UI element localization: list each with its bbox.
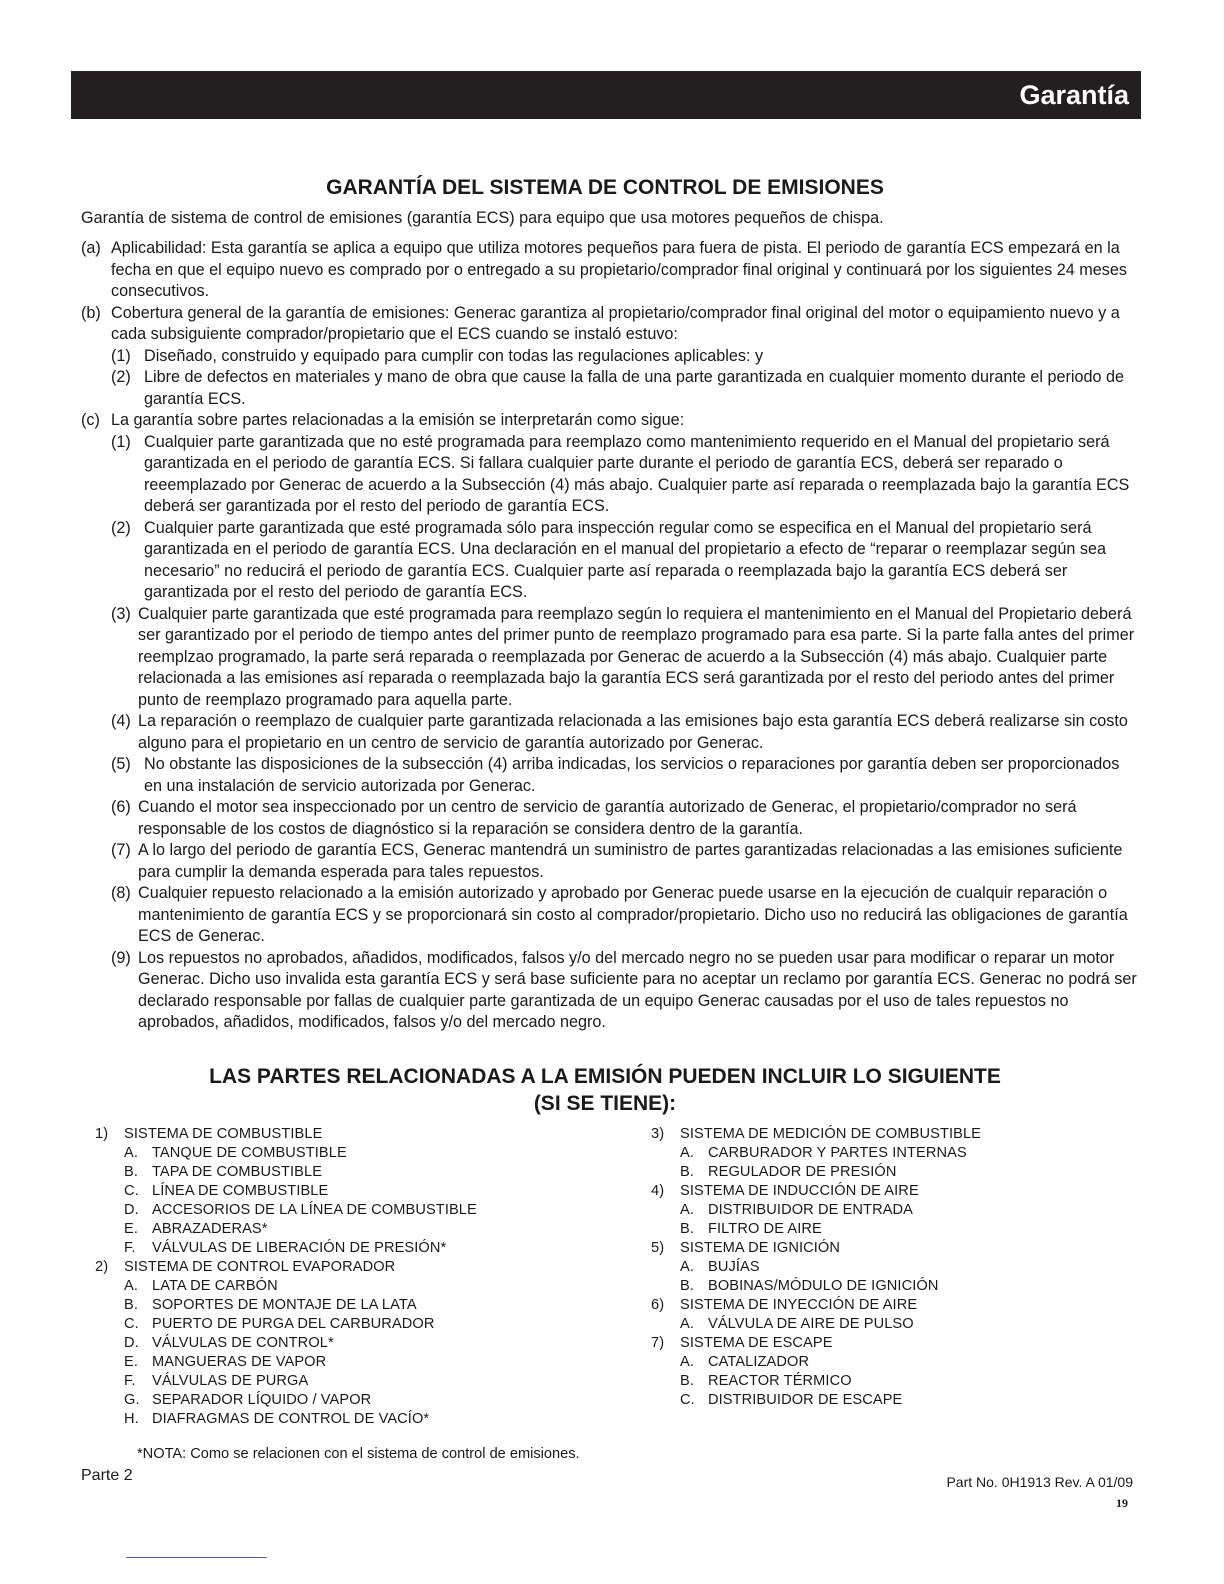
clause-c-8	[81, 883, 1141, 948]
list-item-text: DISTRIBUIDOR DE ENTRADA	[708, 1202, 914, 1218]
list-item-letter: B.	[124, 1164, 138, 1180]
list-item-letter: C.	[680, 1392, 695, 1408]
list-item-letter: C.	[124, 1316, 139, 1332]
list-item	[81, 1410, 561, 1429]
clause-text: Aplicabilidad: Esta garantía se aplica a equipo que utiliza motores pequeños para fuera de pista. El periodo de garantía ECS empezará en la fecha en que el equipo nuevo es comprado por o entregado a su propietario/comprador final original y continuará por los siguientes 24 meses consecutivos.	[111, 239, 1127, 300]
clause-text: Cualquier parte garantizada que no esté programada para reemplazo como mantenimiento requerido en el Manual del propietario será garantizada en el periodo de garantía ECS. Si fallara cualquier parte durante el periodo de garantía ECS, deberá ser reparado o reeemplazado por Generac de acuerdo a la Subsección (4) más abajo. Cualquier parte así reparada o reemplazada bajo la garantía ECS deberá ser garantizada por el resto del periodo de garantía ECS.	[144, 432, 1130, 515]
list-item-text: REGULADOR DE PRESIÓN	[708, 1164, 897, 1180]
list-item	[81, 1353, 561, 1372]
clause-text: A lo largo del periodo de garantía ECS, Generac mantendrá un suministro de partes garantizadas relacionadas a las emisiones suficiente para cumplir la demanda esperada para tales repuestos.	[138, 841, 1123, 881]
parts-group-heading	[81, 1258, 561, 1277]
list-item-text: LÍNEA DE COMBUSTIBLE	[152, 1183, 329, 1199]
list-item-text: PUERTO DE PURGA DEL CARBURADOR	[152, 1316, 435, 1332]
clause-b-1	[81, 346, 1141, 368]
list-item-letter: B.	[124, 1297, 138, 1313]
list-item	[637, 1144, 1117, 1163]
clause-a	[81, 238, 1141, 303]
list-item	[637, 1315, 1117, 1334]
clause-c-2	[81, 518, 1141, 604]
list-item	[637, 1391, 1117, 1410]
clause-label: (4)	[111, 712, 131, 730]
list-item	[81, 1201, 561, 1220]
list-item-letter: B.	[680, 1221, 694, 1237]
clause-text: Cualquier repuesto relacionado a la emisión autorizado y aprobado por Generac puede usarse en la ejecución de cualquir reparación o mantenimiento de garantía ECS y se proporcionará sin costo al comprador/propietario. Dicho uso no reducirá las obligaciones de garantía ECS de Generac.	[138, 884, 1128, 945]
list-item-text: ABRAZADERAS*	[152, 1221, 268, 1237]
list-item	[637, 1372, 1117, 1391]
list-item-letter: A.	[680, 1259, 694, 1275]
list-item	[81, 1239, 561, 1258]
list-item-text: MANGUERAS DE VAPOR	[152, 1354, 327, 1370]
list-item-letter: B.	[680, 1373, 694, 1389]
list-item-letter: C.	[124, 1183, 139, 1199]
parts-group-number: 5)	[651, 1240, 665, 1256]
page-number: 19	[1116, 1496, 1128, 1510]
clause-text: Libre de defectos en materiales y mano de obra que cause la falla de una parte garantizada en cualquier momento durante el periodo de garantía ECS.	[144, 368, 1124, 408]
clause-text: Cualquier parte garantizada que esté programada para reemplazo según lo requiera el mantenimiento en el Manual del Propietario deberá ser garantizado por el periodo de tiempo antes del primer punto de reemplazo programado para esa parte. Si la parte falla antes del primer reemplzao programado, la parte será reparada o reemplazada por Generac de acuerdo a la Subsección (4) más abajo. Cualquier parte relacionada a las emisiones así reparada o reemplazada bajo la garantía ECS será garantizada por el resto del periodo antes del primer punto de reemplazo programado para aquella parte.	[138, 604, 1135, 709]
clause-c-3	[81, 604, 1141, 712]
parts-group-heading	[637, 1334, 1117, 1353]
list-item	[637, 1277, 1117, 1296]
clause-b-2	[81, 367, 1141, 410]
list-item-letter: G.	[124, 1392, 140, 1408]
list-item-text: CARBURADOR Y PARTES INTERNAS	[708, 1145, 967, 1161]
list-item-text: DIAFRAGMAS DE CONTROL DE VACÍO*	[152, 1411, 430, 1427]
page-section-title: Garantía	[1019, 80, 1129, 110]
clause-label: (b)	[81, 303, 101, 322]
parts-group-number: 3)	[651, 1126, 665, 1142]
clause-text: La garantía sobre partes relacionadas a la emisión se interpretarán como sigue:	[111, 411, 685, 429]
list-item-letter: A.	[124, 1278, 138, 1294]
clause-text: Los repuestos no aprobados, añadidos, modificados, falsos y/o del mercado negro no se pueden usar para modificar o reparar un motor Generac. Dicho uso invalida esta garantía ECS y será base suficiente para no aceptar un reclamo por garantía ECS. Generac no podrá ser declarado responsable por fallas de cualquier parte garantizada de un equipo Generac causadas por el uso de tales repuestos no aprobados, añadidos, modificados, falsos y/o del mercado negro.	[138, 948, 1137, 1031]
list-item-text: BUJÍAS	[708, 1259, 760, 1275]
clause-c	[81, 410, 1141, 432]
divider	[126, 1557, 267, 1558]
list-item-letter: D.	[124, 1335, 139, 1351]
list-item-letter: A.	[680, 1145, 694, 1161]
header-bar	[71, 71, 1141, 119]
list-item	[81, 1220, 561, 1239]
parts-group-number: 6)	[651, 1297, 665, 1313]
clause-text: No obstante las disposiciones de la subsección (4) arriba indicadas, los servicios o reparaciones por garantía deben ser proporcionados en una instalación de servicio autorizada por Generac.	[144, 755, 1120, 795]
list-item-text: ACCESORIOS DE LA LÍNEA DE COMBUSTIBLE	[152, 1202, 477, 1218]
parts-group-title: SISTEMA DE ESCAPE	[680, 1335, 833, 1351]
parts-group-title: SISTEMA DE CONTROL EVAPORADOR	[124, 1259, 396, 1275]
clause-b	[81, 303, 1141, 346]
list-item	[637, 1258, 1117, 1277]
clause-c-4	[81, 711, 1141, 754]
parts-section-title	[0, 1063, 1210, 1117]
list-item-letter: A.	[680, 1202, 694, 1218]
parts-group-number: 7)	[651, 1335, 665, 1351]
list-item-letter: H.	[124, 1411, 139, 1427]
clause-c-1	[81, 432, 1141, 518]
clause-c-6	[81, 797, 1141, 840]
clause-label: (2)	[111, 368, 131, 386]
part-number: Part No. 0H1913 Rev. A 01/09	[946, 1474, 1133, 1490]
list-item-text: TAPA DE COMBUSTIBLE	[152, 1164, 323, 1180]
parts-group-number: 2)	[95, 1259, 109, 1275]
list-item-letter: F.	[124, 1240, 136, 1256]
list-item-letter: A.	[680, 1354, 694, 1370]
parts-group-heading	[81, 1125, 561, 1144]
parts-list-right	[637, 1125, 1117, 1410]
parts-list-left	[81, 1125, 561, 1429]
list-item	[637, 1201, 1117, 1220]
clause-label: (8)	[111, 884, 131, 902]
list-item	[81, 1372, 561, 1391]
list-item-text: VÁLVULA DE AIRE DE PULSO	[708, 1316, 914, 1332]
list-item-text: TANQUE DE COMBUSTIBLE	[152, 1145, 347, 1161]
parts-title-line-1: LAS PARTES RELACIONADAS A LA EMISIÓN PUEDEN INCLUIR LO SIGUIENTE	[209, 1065, 1001, 1088]
list-item-text: SOPORTES DE MONTAJE DE LA LATA	[152, 1297, 417, 1313]
list-item-text: DISTRIBUIDOR DE ESCAPE	[708, 1392, 903, 1408]
list-item-letter: A.	[124, 1145, 138, 1161]
clause-label: (2)	[111, 518, 131, 537]
main-title: GARANTÍA DEL SISTEMA DE CONTROL DE EMISIONES	[326, 176, 884, 199]
clause-text: Diseñado, construido y equipado para cumplir con todas las regulaciones aplicables: y	[144, 346, 764, 365]
list-item-text: VÁLVULAS DE PURGA	[152, 1373, 309, 1389]
parts-group-title: SISTEMA DE COMBUSTIBLE	[124, 1126, 323, 1142]
parts-group-title: SISTEMA DE INDUCCIÓN DE AIRE	[680, 1183, 919, 1199]
clause-label: (5)	[111, 755, 131, 773]
list-item	[81, 1296, 561, 1315]
parts-group-heading	[637, 1296, 1117, 1315]
list-item-letter: B.	[680, 1164, 694, 1180]
list-item	[81, 1277, 561, 1296]
list-item	[637, 1353, 1117, 1372]
clause-label: (1)	[111, 346, 131, 365]
clause-label: (7)	[111, 841, 131, 859]
list-item	[81, 1315, 561, 1334]
parts-group-number: 4)	[651, 1183, 665, 1199]
clause-label: (1)	[111, 432, 131, 451]
list-item-letter: B.	[680, 1278, 694, 1294]
list-item	[637, 1163, 1117, 1182]
clause-text: Cuando el motor sea inspeccionado por un centro de servicio de garantía autorizado de Generac, el propietario/comprador no será responsable de los costos de diagnóstico si la reparación se considera dentro de la garantía.	[138, 798, 1077, 838]
parts-group-number: 1)	[95, 1126, 109, 1142]
parts-group-title: SISTEMA DE MEDICIÓN DE COMBUSTIBLE	[680, 1126, 981, 1142]
clause-text: Cualquier parte garantizada que esté programada sólo para inspección regular como se especifica en el Manual del propietario será garantizada en el periodo de garantía ECS. Una declaración en el manual del propietario a efecto de “reparar o reemplazar según sea necesario” no reducirá el periodo de garantía ECS. Cualquier parte así reparada o reemplazada bajo la garantía ECS deberá ser garantizada por el resto del periodo de garantía ECS.	[144, 518, 1106, 601]
clause-label: (6)	[111, 798, 131, 816]
clause-label: (3)	[111, 604, 131, 623]
parts-group-heading	[637, 1182, 1117, 1201]
list-item	[81, 1391, 561, 1410]
list-item-letter: E.	[124, 1221, 138, 1237]
list-item-text: REACTOR TÉRMICO	[708, 1373, 852, 1389]
list-item	[81, 1163, 561, 1182]
footnote: *NOTA: Como se relacionen con el sistema de control de emisiones.	[137, 1446, 580, 1462]
intro-paragraph: Garantía de sistema de control de emisiones (garantía ECS) para equipo que usa motores pequeños de chispa.	[81, 209, 884, 227]
warranty-clauses	[81, 238, 1141, 1034]
clause-text: La reparación o reemplazo de cualquier parte garantizada relacionada a las emisiones bajo esta garantía ECS deberá realizarse sin costo alguno para el propietario en un centro de servicio de garantía autorizado por Generac.	[138, 712, 1128, 752]
list-item	[81, 1144, 561, 1163]
parts-group-title: SISTEMA DE INYECCIÓN DE AIRE	[680, 1297, 918, 1313]
parts-group-heading	[637, 1239, 1117, 1258]
list-item-text: LATA DE CARBÓN	[152, 1278, 278, 1294]
parts-group-heading	[637, 1125, 1117, 1144]
clause-label: (a)	[81, 239, 101, 257]
clause-c-5	[81, 754, 1141, 797]
list-item-text: BOBINAS/MÓDULO DE IGNICIÓN	[708, 1278, 939, 1294]
list-item-letter: A.	[680, 1316, 694, 1332]
clause-label: (9)	[111, 948, 131, 967]
clause-text: Cobertura general de la garantía de emisiones: Generac garantiza al propietario/comprador final original del motor o equipamiento nuevo y a cada subsiguiente comprador/propietario que el ECS cuando se instaló estuvo:	[111, 303, 1120, 343]
list-item-text: VÁLVULAS DE LIBERACIÓN DE PRESIÓN*	[152, 1240, 447, 1256]
clause-c-9	[81, 948, 1141, 1034]
list-item-text: SEPARADOR LÍQUIDO / VAPOR	[152, 1392, 372, 1408]
footer-section-label: Parte 2	[81, 1467, 133, 1484]
list-item-letter: F.	[124, 1373, 136, 1389]
list-item	[81, 1182, 561, 1201]
list-item	[637, 1220, 1117, 1239]
clause-label: (c)	[81, 411, 100, 429]
clause-c-7	[81, 840, 1141, 883]
list-item-text: CATALIZADOR	[708, 1354, 810, 1370]
parts-title-line-2: (SI SE TIENE):	[533, 1092, 677, 1115]
list-item-text: VÁLVULAS DE CONTROL*	[152, 1335, 334, 1351]
parts-group-title: SISTEMA DE IGNICIÓN	[680, 1240, 841, 1256]
list-item-letter: D.	[124, 1202, 139, 1218]
list-item-text: FILTRO DE AIRE	[708, 1221, 822, 1237]
list-item-letter: E.	[124, 1354, 138, 1370]
list-item	[81, 1334, 561, 1353]
